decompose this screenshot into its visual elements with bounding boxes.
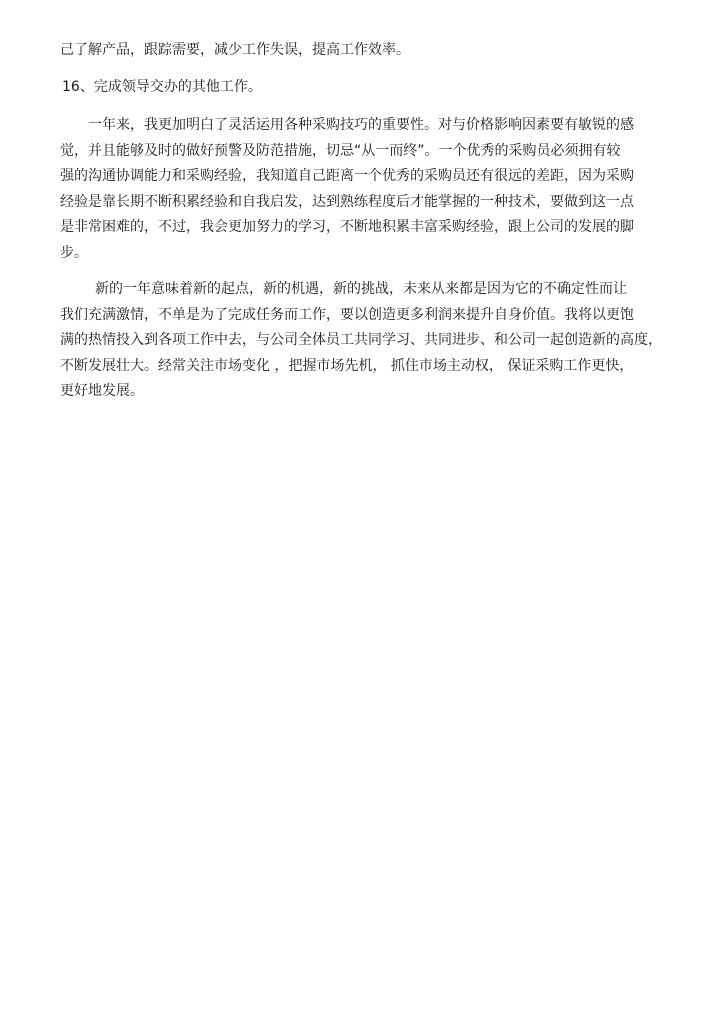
text-line: 满的热情投入到各项工作中去，与公司全体员工共同学习、共同进步、和公司一起创造新的高度， [60,332,662,348]
text-line: 步。 [60,244,88,261]
paragraph-year-review [60,113,672,266]
text-line: 强的沟通协调能力和采购经验，我知道自己距离一个优秀的采购员还有很远的差距，因为采购 [60,168,634,184]
text-line: 更好地发展。 [60,383,144,399]
paragraph-continuation [60,38,672,64]
text-line: 觉，并且能够及时的做好预警及防范措施，切忌“从一而终”。一个优秀的采购员必须拥有较 [60,142,621,159]
paragraph-new-year [60,277,672,405]
document-body [60,38,672,405]
text-line: 新的一年意味着新的起点，新的机遇，新的挑战，未来从来都是因为它的不确定性而让 [95,281,627,297]
text-line: 己了解产品，跟踪需要，减少工作失误，提高工作效率。 [60,42,410,58]
text-line: 经验是靠长期不断积累经验和自我启发，达到熟练程度后才能掌握的一种技术，要做到这一点 [60,193,634,210]
text-line: 我们充满激情，不单是为了完成任务而工作，要以创造更多利润来提升自身价值。我将以更饱 [60,306,634,323]
text-line: 16、完成领导交办的其他工作。 [62,78,262,95]
text-line: 一年来，我更加明白了灵活运用各种采购技巧的重要性。对与价格影响因素要有敏锐的感 [88,117,634,133]
text-line: 不断发展壮大。经常关注市场变化 ，把握市场先机， 抓住市场主动权， 保证采购工作更快， [60,357,634,374]
paragraph-item-16 [60,75,672,101]
text-line: 是非常困难的，不过，我会更加努力的学习，不断地积累丰富采购经验，跟上公司的发展的脚 [60,219,634,235]
